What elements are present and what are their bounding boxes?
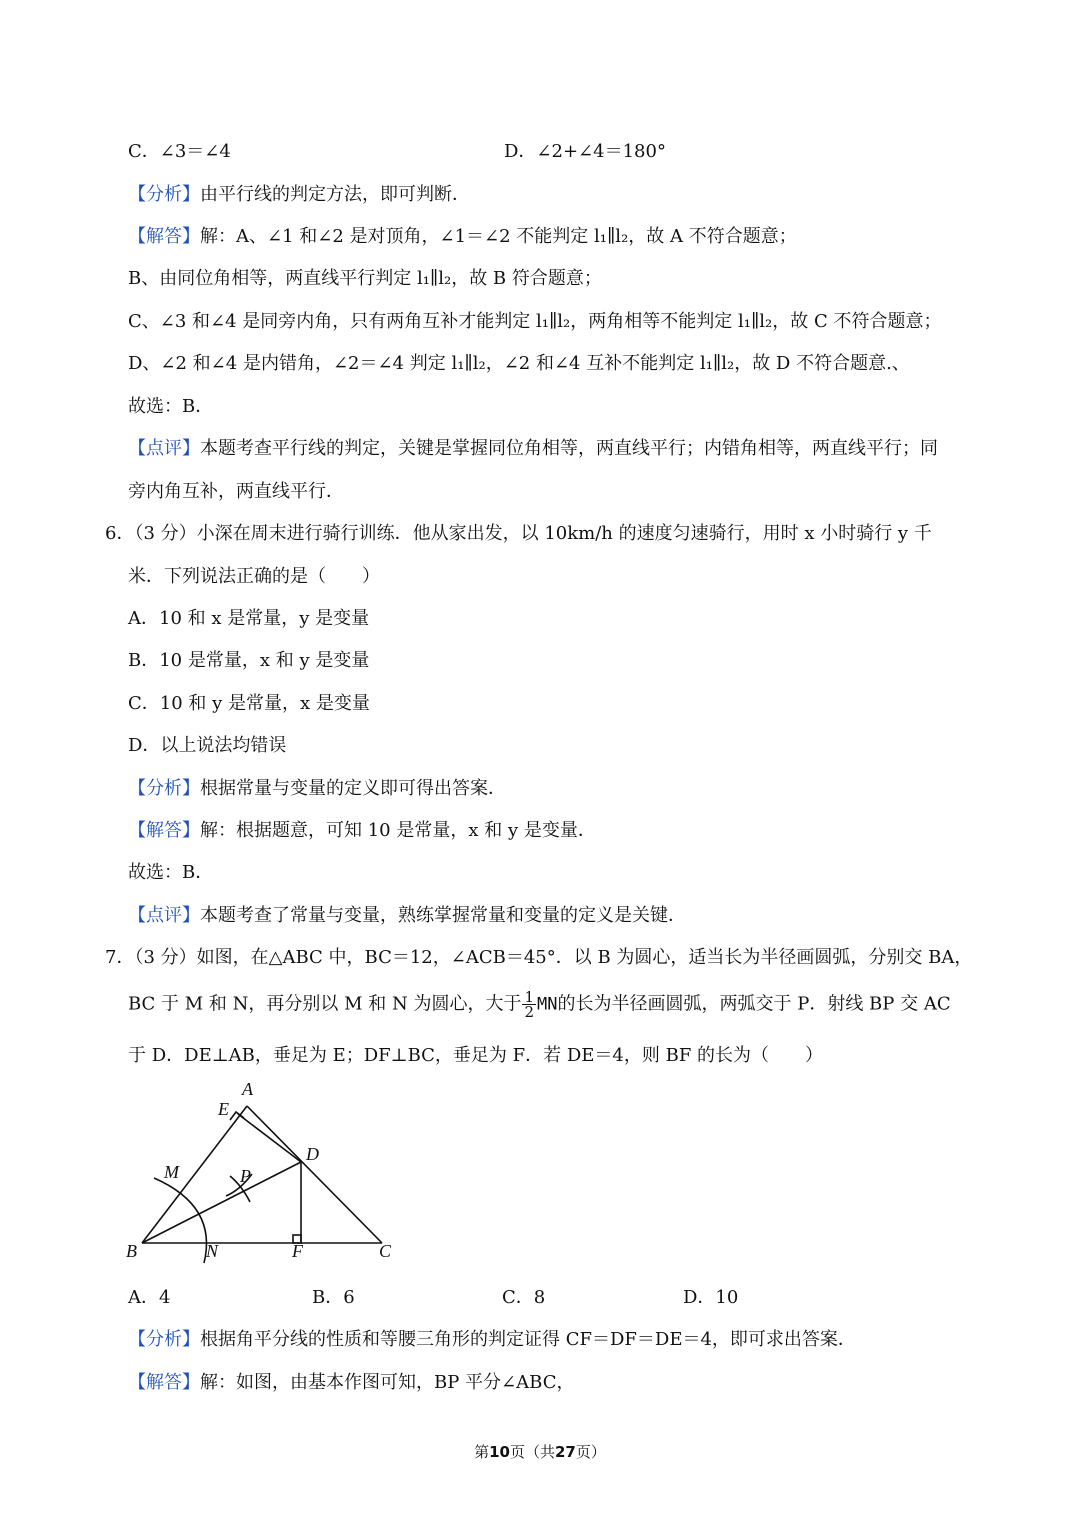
label-n: N xyxy=(206,1241,219,1261)
q5-analysis xyxy=(128,183,470,207)
q5-option-d: D．∠2+∠4＝180° xyxy=(504,141,666,162)
stem-text: BC 于 M 和 N，再分别以 M 和 N 为圆心，大于 xyxy=(128,993,522,1015)
arc-mn xyxy=(154,1178,207,1263)
analysis-text: 根据角平分线的性质和等腰三角形的判定证得 CF＝DF＝DE＝4，即可求出答案． xyxy=(200,1329,856,1350)
footer-middle: 页（共 xyxy=(509,1443,555,1461)
label-m: M xyxy=(164,1162,179,1182)
q7-answer xyxy=(128,1371,574,1395)
page-number: 10 xyxy=(489,1443,510,1461)
analysis-text: 根据常量与变量的定义即可得出答案． xyxy=(200,778,506,799)
q5-choose: 故选：B． xyxy=(128,396,214,417)
fraction-numerator: 1 xyxy=(524,988,535,1006)
comment-tag: 【点评】 xyxy=(128,905,200,926)
page-footer xyxy=(0,1442,1080,1462)
analysis-tag: 【分析】 xyxy=(128,778,200,799)
q5-answer-line-3: C、∠3 和∠4 是同旁内角，只有两角互补才能判定 l₁∥l₂，两角相等不能判定 l₁∥l₂，故 C 不符合题意； xyxy=(128,311,942,332)
fraction-one-half xyxy=(522,990,536,1019)
label-c: C xyxy=(379,1241,392,1261)
q6-comment xyxy=(128,904,686,928)
label-e: E xyxy=(218,1099,229,1119)
footer-prefix: 第 xyxy=(474,1443,490,1461)
answer-tag: 【解答】 xyxy=(128,1372,200,1393)
stem-text: 的长为半径画圆弧，两弧交于 P．射线 BP 交 AC xyxy=(557,993,951,1015)
footer-suffix: 页） xyxy=(575,1443,606,1461)
comment-text: 本题考查了常量与变量，熟练掌握常量和变量的定义是关键． xyxy=(200,905,686,926)
q7-stem-line-2 xyxy=(128,990,951,1019)
q5-answer-line-2: B、由同位角相等，两直线平行判定 l₁∥l₂，故 B 符合题意； xyxy=(128,268,602,289)
comment-tag: 【点评】 xyxy=(128,438,200,459)
q6-choose: 故选：B． xyxy=(128,862,214,883)
analysis-text: 由平行线的判定方法，即可判断． xyxy=(200,184,470,205)
q6-answer xyxy=(128,819,596,843)
segment-ac xyxy=(247,1106,382,1243)
label-d: D xyxy=(306,1144,319,1164)
fraction-variable: MN xyxy=(537,994,558,1015)
q7-option-c: C．8 xyxy=(502,1287,546,1308)
q7-analysis xyxy=(128,1328,856,1352)
q5-options-row xyxy=(128,140,666,164)
q5-answer-line-1 xyxy=(128,225,797,249)
q7-stem-line-3: 于 D．DE⊥AB，垂足为 E；DF⊥BC，垂足为 F．若 DE＝4，则 BF 的长为（ ） xyxy=(128,1045,824,1066)
q5-comment-line-2: 旁内角互补，两直线平行． xyxy=(128,481,344,502)
segment-ba xyxy=(142,1106,247,1243)
segment-de xyxy=(238,1114,301,1162)
answer-text: 解：A、∠1 和∠2 是对顶角，∠1＝∠2 不能判定 l₁∥l₂，故 A 不符合题意； xyxy=(200,226,797,247)
q6-stem-line-1: 6．（3 分）小深在周末进行骑行训练．他从家出发，以 10km/h 的速度匀速骑行，用时 x 小时骑行 y 千 xyxy=(105,523,932,544)
label-b: B xyxy=(126,1241,137,1261)
q6-analysis xyxy=(128,777,506,801)
answer-tag: 【解答】 xyxy=(128,820,200,841)
q6-option-b: B．10 是常量，x 和 y 是变量 xyxy=(128,650,370,671)
answer-text: 解：根据题意，可知 10 是常量，x 和 y 是变量． xyxy=(200,820,596,841)
q7-option-a: A．4 xyxy=(128,1287,171,1308)
answer-tag: 【解答】 xyxy=(128,226,200,247)
q7-option-d: D．10 xyxy=(683,1287,739,1308)
q5-answer-line-4: D、∠2 和∠4 是内错角，∠2＝∠4 判定 l₁∥l₂，∠2 和∠4 互补不能判定 l₁∥l₂，故 D 不符合题意.、 xyxy=(128,353,910,374)
q5-comment-line-1 xyxy=(128,437,938,461)
q6-stem-line-2: 米．下列说法正确的是（ ） xyxy=(128,566,380,587)
analysis-tag: 【分析】 xyxy=(128,184,200,205)
total-pages: 27 xyxy=(555,1443,576,1461)
label-p: P xyxy=(240,1166,251,1186)
fraction-denominator: 2 xyxy=(524,1003,535,1021)
q6-option-d: D．以上说法均错误 xyxy=(128,735,287,756)
q7-option-b: B．6 xyxy=(312,1287,355,1308)
comment-text: 本题考查平行线的判定，关键是掌握同位角相等，两直线平行；内错角相等，两直线平行；同 xyxy=(200,438,938,459)
answer-text: 解：如图，由基本作图可知，BP 平分∠ABC， xyxy=(200,1372,575,1393)
label-f: F xyxy=(292,1241,303,1261)
q7-stem-line-1: 7．（3 分）如图，在△ABC 中，BC＝12，∠ACB＝45°．以 B 为圆心，适当长为半径画圆弧，分别交 BA， xyxy=(105,947,973,968)
q6-option-c: C．10 和 y 是常量，x 是变量 xyxy=(128,693,370,714)
analysis-tag: 【分析】 xyxy=(128,1329,200,1350)
label-a: A xyxy=(242,1079,253,1099)
q6-option-a: A．10 和 x 是常量，y 是变量 xyxy=(128,608,370,629)
triangle-figure xyxy=(120,1078,400,1268)
q5-option-c: C．∠3＝∠4 xyxy=(128,141,231,162)
